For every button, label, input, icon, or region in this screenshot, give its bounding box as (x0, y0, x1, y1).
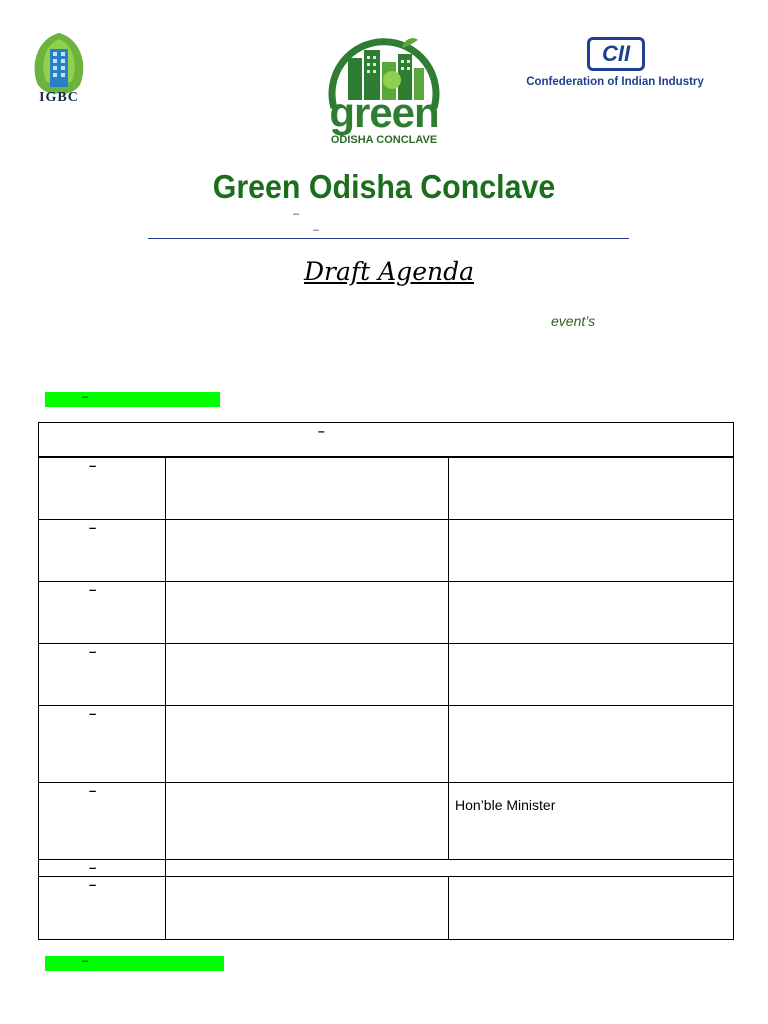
time-cell (39, 644, 166, 706)
speaker-cell (449, 706, 734, 783)
speaker-cell (449, 877, 734, 940)
green-logo-subtitle: ODISHA CONCLAVE (330, 134, 438, 146)
speaker-text: Hon’ble Minister (455, 797, 556, 813)
events-text: event’s (551, 313, 596, 329)
time-cell (39, 877, 166, 940)
table-row (39, 582, 734, 644)
speaker-cell (449, 783, 734, 860)
table-header (38, 422, 734, 457)
green-logo-word: green (329, 89, 439, 136)
table-row (39, 458, 734, 520)
time-cell (39, 458, 166, 520)
speaker-cell (449, 582, 734, 644)
cii-organisation-name: Confederation of Indian Industry (526, 76, 704, 88)
agenda-table (38, 457, 734, 940)
time-dash: – (89, 706, 97, 721)
time-dash: – (89, 520, 97, 535)
table-row (39, 644, 734, 706)
table-row (39, 783, 734, 860)
time-cell (39, 582, 166, 644)
time-dash: – (89, 458, 97, 473)
session-cell (166, 582, 449, 644)
subtitle-dash: – (313, 224, 320, 236)
session-cell (166, 877, 449, 940)
speaker-text (449, 458, 733, 472)
session-cell (166, 706, 449, 783)
time-cell (39, 783, 166, 860)
speaker-cell (449, 520, 734, 582)
time-cell (39, 520, 166, 582)
time-cell (39, 860, 166, 877)
table-row (39, 706, 734, 783)
speaker-text (449, 582, 733, 596)
speaker-cell (449, 644, 734, 706)
speaker-text (449, 644, 733, 658)
speaker-text (449, 520, 733, 534)
highlight-dash: – (82, 391, 89, 403)
table-row (39, 877, 734, 940)
igbc-logo-text: IGBC (39, 90, 79, 105)
speaker-text (449, 706, 733, 720)
time-dash: – (89, 860, 97, 875)
table-row (39, 520, 734, 582)
session-cell (166, 520, 449, 582)
highlight-dash: – (82, 955, 89, 967)
agenda-heading: Draft Agenda (303, 257, 474, 286)
table-header-dash: – (318, 424, 325, 438)
title-divider (148, 238, 629, 239)
highlight-bar (45, 392, 220, 407)
time-dash: – (89, 783, 97, 798)
merged-session-cell (166, 860, 734, 877)
time-dash: – (89, 582, 97, 597)
page-title: Green Odisha Conclave (212, 168, 556, 205)
subtitle-dash: – (293, 208, 300, 220)
session-cell (166, 783, 449, 860)
session-cell (166, 458, 449, 520)
session-cell (166, 644, 449, 706)
time-dash: – (89, 644, 97, 659)
time-cell (39, 706, 166, 783)
speaker-cell (449, 458, 734, 520)
speaker-text (449, 877, 733, 891)
cii-logo-badge: CII (587, 37, 645, 71)
highlight-bar (45, 956, 224, 971)
time-dash: – (89, 877, 97, 892)
table-row (39, 860, 734, 877)
